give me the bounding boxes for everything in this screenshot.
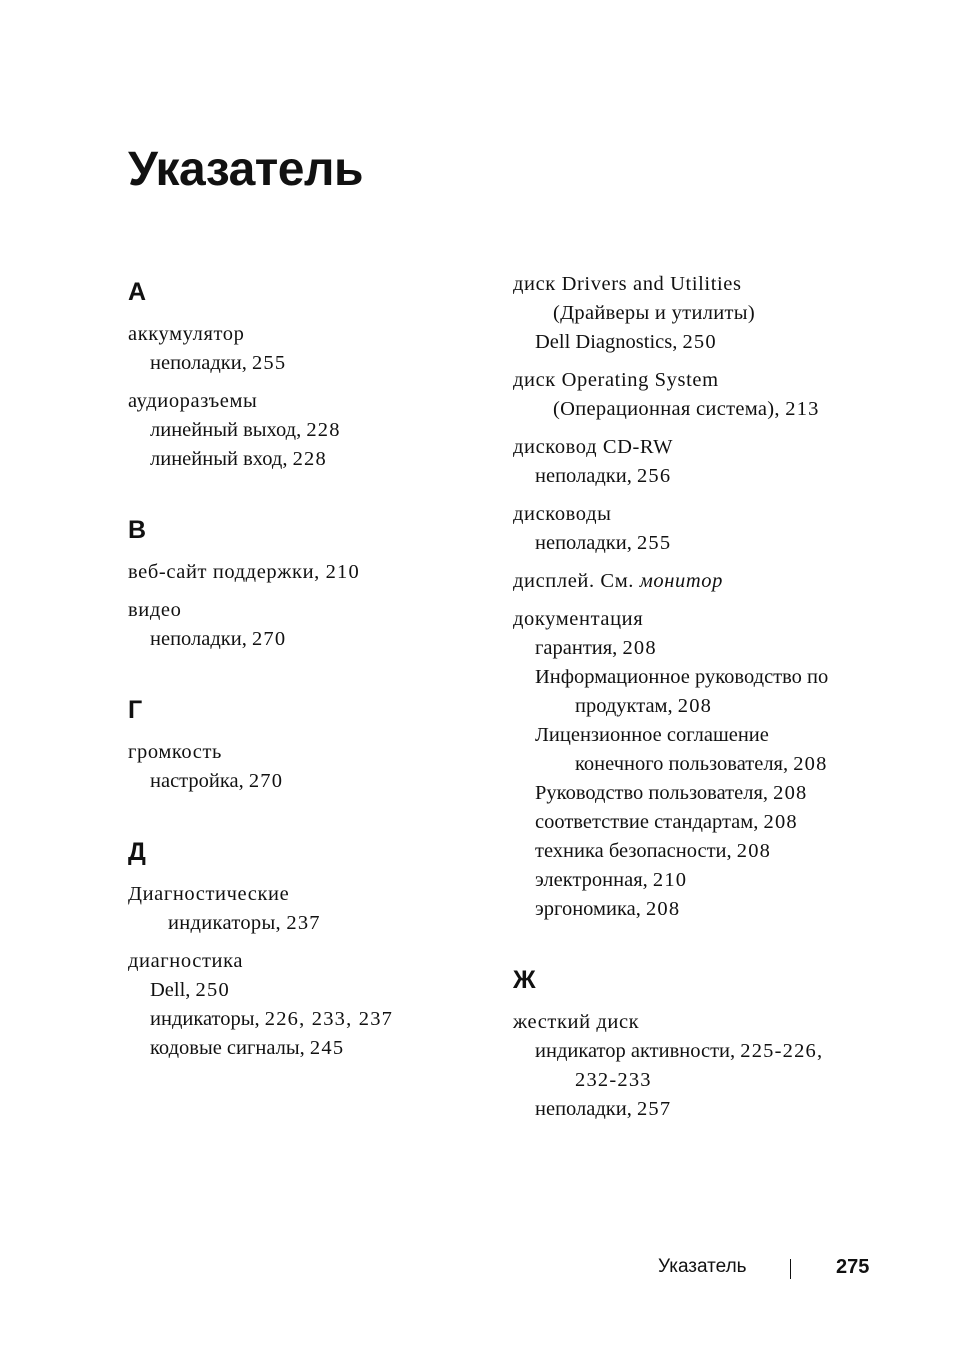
index-term-text: Информационное руководство по xyxy=(535,666,829,688)
index-subterm xyxy=(513,1037,873,1066)
index-column-right xyxy=(513,270,873,1168)
index-subterm xyxy=(128,1005,498,1034)
page-reference: 255 xyxy=(636,532,672,554)
page-reference: 257 xyxy=(636,1098,672,1120)
footer-page-number: 275 xyxy=(836,1256,870,1278)
index-term-text: Диагностические xyxy=(128,883,290,905)
index-section xyxy=(128,518,498,654)
index-subterm xyxy=(513,721,873,750)
index-term-text: продуктам, xyxy=(575,695,678,717)
index-subterm xyxy=(513,750,873,779)
index-term-text: соответствие стандартам, xyxy=(535,811,764,833)
index-term-text: линейный выход, xyxy=(150,419,307,441)
index-term xyxy=(128,880,498,909)
index-subterm xyxy=(128,976,498,1005)
page-reference: 225-226, xyxy=(740,1040,824,1062)
index-term xyxy=(513,270,873,299)
index-term-text: линейный вход, xyxy=(150,448,293,470)
index-subterm xyxy=(513,663,873,692)
index-entry xyxy=(513,1008,873,1124)
page-reference: 250 xyxy=(195,979,230,1001)
page-reference: 210 xyxy=(325,561,360,583)
page-reference: 208 xyxy=(763,811,798,833)
index-subterm xyxy=(513,462,873,491)
index-term-text: диск Drivers and Utilities xyxy=(513,273,742,295)
section-letter: Г xyxy=(128,696,143,724)
page-reference: 237 xyxy=(286,912,321,934)
index-entry xyxy=(128,558,498,587)
index-entry xyxy=(128,320,498,378)
index-term-text: дисководы xyxy=(513,503,612,525)
index-entry xyxy=(128,880,498,938)
index-subterm xyxy=(513,1066,873,1095)
index-column-left xyxy=(128,270,498,1107)
index-term xyxy=(513,605,873,634)
index-section xyxy=(128,698,498,796)
index-term-text: неполадки, xyxy=(535,1098,637,1120)
section-letter: В xyxy=(128,516,147,544)
index-term-text: диагностика xyxy=(128,950,244,972)
index-subterm xyxy=(128,416,498,445)
index-entry xyxy=(128,947,498,1063)
index-term-text: конечного пользователя, xyxy=(575,753,794,775)
index-term-text: техника безопасности, xyxy=(535,840,737,862)
index-term xyxy=(513,567,873,596)
footer-section-label: Указатель xyxy=(658,1256,747,1277)
index-subterm xyxy=(128,349,498,378)
index-term-text: гарантия, xyxy=(535,637,623,659)
index-term-text: неполадки, xyxy=(150,628,252,650)
index-term-text: (Драйверы и утилиты) xyxy=(553,302,755,324)
index-term-text: настройка, xyxy=(150,770,249,792)
index-term-text: веб-сайт поддержки, xyxy=(128,561,326,583)
index-entry xyxy=(513,366,873,424)
page-reference: 245 xyxy=(309,1037,345,1059)
page-reference: 232-233 xyxy=(575,1069,652,1091)
index-term xyxy=(513,366,873,395)
index-subterm xyxy=(513,529,873,558)
index-term xyxy=(128,596,498,625)
page-reference: 213 xyxy=(785,398,820,420)
page-reference: 208 xyxy=(622,637,657,659)
page-reference: 208 xyxy=(736,840,772,862)
index-term-text: документация xyxy=(513,608,644,630)
see-reference: монитор xyxy=(639,570,723,592)
page-reference: 270 xyxy=(251,628,287,650)
index-term-text: (Операционная система), xyxy=(553,398,786,420)
index-entry xyxy=(128,387,498,474)
index-term-text: Руководство пользователя, xyxy=(535,782,774,804)
page-reference: 250 xyxy=(682,331,717,353)
section-letter: Д xyxy=(128,838,146,866)
page-reference: 208 xyxy=(645,898,681,920)
index-term-text: жесткий диск xyxy=(513,1011,640,1033)
index-entry xyxy=(513,433,873,491)
index-section xyxy=(513,968,873,1124)
index-term-text: громкость xyxy=(128,741,222,763)
index-subterm xyxy=(513,1095,873,1124)
index-entry xyxy=(513,270,873,357)
index-term-text: Dell Diagnostics, xyxy=(535,331,683,353)
index-term-text: индикатор активности, xyxy=(535,1040,741,1062)
index-subterm xyxy=(513,692,873,721)
index-section xyxy=(128,280,498,474)
index-subterm xyxy=(513,395,873,424)
index-subterm xyxy=(128,445,498,474)
index-subterm xyxy=(513,866,873,895)
index-entry xyxy=(513,500,873,558)
index-term-text: диск Operating System xyxy=(513,369,719,391)
index-term xyxy=(513,500,873,529)
index-subterm xyxy=(128,625,498,654)
page-reference: 256 xyxy=(636,465,672,487)
index-term-text: эргономика, xyxy=(535,898,646,920)
footer-divider xyxy=(790,1259,791,1279)
page-reference: 228 xyxy=(306,419,341,441)
page-reference: 228 xyxy=(292,448,327,470)
index-term-text: дисковод CD-RW xyxy=(513,436,674,458)
index-term-text: неполадки, xyxy=(535,465,637,487)
index-term-text: Лицензионное соглашение xyxy=(535,724,769,746)
page-reference: 208 xyxy=(793,753,828,775)
index-term xyxy=(128,558,498,587)
index-subterm xyxy=(513,808,873,837)
page-title: Указатель xyxy=(128,143,363,196)
index-subterm xyxy=(513,634,873,663)
index-term-text: неполадки, xyxy=(150,352,252,374)
page-reference: 255 xyxy=(251,352,287,374)
index-subterm xyxy=(513,299,873,328)
index-term xyxy=(513,433,873,462)
index-entry xyxy=(128,738,498,796)
index-term xyxy=(128,320,498,349)
index-term xyxy=(513,1008,873,1037)
index-term xyxy=(128,387,498,416)
index-term-text: аккумулятор xyxy=(128,323,245,345)
page-reference: 270 xyxy=(248,770,284,792)
page-reference: 210 xyxy=(652,869,688,891)
index-term-text: индикаторы, xyxy=(150,1008,265,1030)
page-reference: 226, 233, 237 xyxy=(264,1008,394,1030)
index-term xyxy=(128,738,498,767)
index-term-text: индикаторы, xyxy=(168,912,287,934)
index-term-text: Dell, xyxy=(150,979,196,1001)
section-letter: Ж xyxy=(513,966,536,994)
index-entry xyxy=(128,596,498,654)
index-term-text: электронная, xyxy=(535,869,653,891)
index-term xyxy=(128,947,498,976)
index-subterm xyxy=(128,909,498,938)
section-letter: А xyxy=(128,278,147,306)
index-subterm xyxy=(513,895,873,924)
index-term-text: неполадки, xyxy=(535,532,637,554)
index-subterm xyxy=(128,1034,498,1063)
index-subterm xyxy=(513,779,873,808)
index-entry xyxy=(513,567,873,596)
page-reference: 208 xyxy=(773,782,808,804)
index-section xyxy=(128,840,498,1063)
index-term-text: дисплей. См. xyxy=(513,570,640,592)
index-term-text: видео xyxy=(128,599,182,621)
index-subterm xyxy=(513,328,873,357)
index-subterm xyxy=(128,767,498,796)
index-entry xyxy=(513,605,873,924)
index-section xyxy=(513,270,873,924)
page-reference: 208 xyxy=(677,695,713,717)
index-subterm xyxy=(513,837,873,866)
index-term-text: кодовые сигналы, xyxy=(150,1037,310,1059)
index-term-text: аудиоразъемы xyxy=(128,390,258,412)
